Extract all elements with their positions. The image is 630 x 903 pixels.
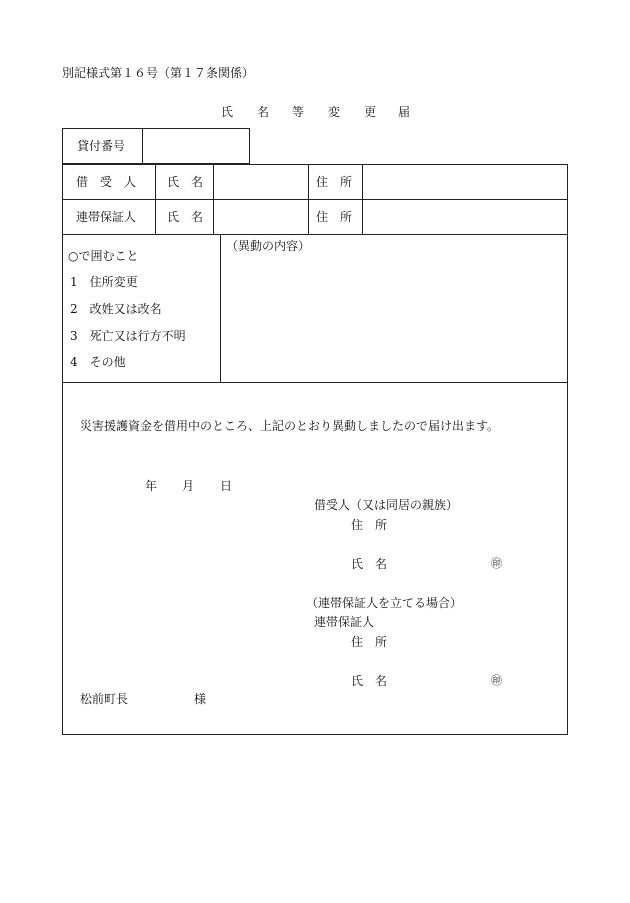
address-label: 住 所 <box>316 210 353 224</box>
addressee-honorific: 様 <box>194 692 207 706</box>
name-label: 氏 名 <box>167 210 204 224</box>
divider <box>362 164 363 234</box>
divider <box>62 382 568 383</box>
guarantor-address-field[interactable] <box>368 211 562 225</box>
option-item[interactable]: 3 死亡又は行方不明 <box>70 329 186 343</box>
seal-mark: ㊞ <box>491 674 502 687</box>
guarantor-name-field[interactable] <box>218 211 304 225</box>
date-year: 年 <box>145 479 158 493</box>
title-char: 更 <box>364 105 377 119</box>
divider <box>62 234 568 235</box>
divider <box>308 164 309 234</box>
loan-number-label: 貸付番号 <box>77 139 126 153</box>
borrower-sign-address: 住 所 <box>351 518 388 532</box>
circle-instruction: ○で囲むこと <box>68 249 139 263</box>
option-item[interactable]: 1 住所変更 <box>70 275 138 289</box>
date-month: 月 <box>182 479 195 493</box>
loan-number-field[interactable] <box>150 140 242 154</box>
address-label: 住 所 <box>316 175 353 189</box>
divider <box>142 128 143 164</box>
guarantor-sign-address: 住 所 <box>351 635 388 649</box>
divider <box>62 199 568 200</box>
seal-mark: ㊞ <box>491 557 502 570</box>
date-day: 日 <box>220 479 233 493</box>
name-label: 氏 名 <box>167 175 204 189</box>
change-details-field[interactable] <box>226 258 562 376</box>
borrower-sign-name: 氏 名 <box>351 557 388 571</box>
borrower-name-field[interactable] <box>218 176 304 190</box>
addressee-name: 松前町長 <box>80 692 129 706</box>
guarantor-sign-note: （連帯保証人を立てる場合） <box>306 596 463 610</box>
borrower-address-field[interactable] <box>368 176 562 190</box>
title-char: 名 <box>257 105 270 119</box>
title-char: 等 <box>292 105 305 119</box>
guarantor-sign-heading: 連帯保証人 <box>314 615 375 629</box>
option-item[interactable]: 4 その他 <box>70 355 126 369</box>
guarantor-label: 連帯保証人 <box>76 210 137 224</box>
divider <box>213 164 214 234</box>
borrower-sign-heading: 借受人（又は同居の親族） <box>314 498 459 512</box>
form-number: 別記様式第１６号（第１７条関係） <box>62 66 255 80</box>
divider <box>220 234 221 382</box>
title-char: 変 <box>328 105 341 119</box>
borrower-label: 借 受 人 <box>76 175 137 189</box>
change-details-label: （異動の内容） <box>226 239 311 253</box>
statement-text: 災害援護資金を借用中のところ、上記のとおり異動しましたので届け出ます。 <box>80 419 500 433</box>
divider <box>155 164 156 234</box>
title-char: 届 <box>398 105 411 119</box>
guarantor-sign-name: 氏 名 <box>351 674 388 688</box>
title-char: 氏 <box>221 105 234 119</box>
option-item[interactable]: 2 改姓又は改名 <box>70 302 162 316</box>
